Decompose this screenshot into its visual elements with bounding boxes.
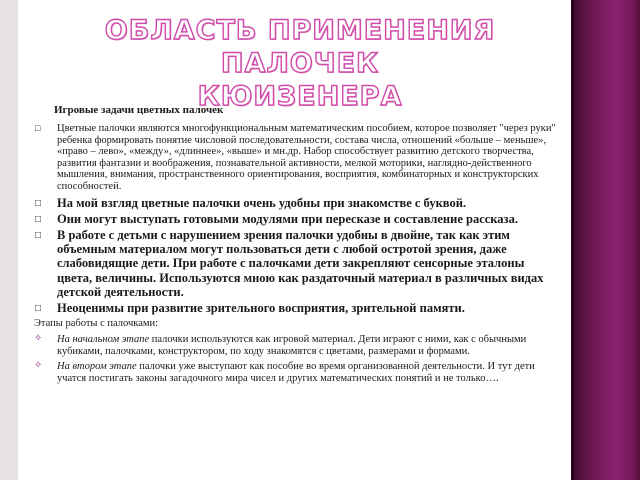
- paragraph-retelling: □ Они могут выступать готовыми модулями при пересказе и составление рассказа.: [35, 211, 518, 226]
- decorative-side-bar: [571, 0, 640, 480]
- arrow-bullet-icon: ✧: [34, 333, 43, 345]
- square-bullet-icon: □: [35, 213, 42, 225]
- left-border: [0, 0, 18, 480]
- stage-item: ✧ На начальном этапе палочки используются как игровой материал. Дети играют с ними, как с обычными кубиками, палочками, конструктором, по ходу знакомятся с цветами, размерами и формами.: [34, 333, 527, 357]
- stage-item: ✧ На втором этапе палочки уже выступают как пособие во время организованной деятельности. И тут дети учатся постигать законы загадочного мира чисел и других математических понятий и не только….: [34, 360, 535, 384]
- paragraph-intro: □ Цветные палочки являются многофункциональным математическим пособием, которое позволяет "через руки" ребенка формировать понятие числовой последовательности, состава числа, отношений «больше – меньше», «право – лево», «между», «длиннее», «выше» и мн.др. Набор способствует развитию детского творчества, развития фантазии и воображения, познавательной активности, мелкой моторики, наглядно-действенного мышления, внимания, пространственного ориентирования, восприятия, комбинаторных и конструкторских способностей.: [35, 123, 556, 192]
- paragraph-perception: □ Неоценимы при развитие зрительного восприятия, зрительной памяти.: [35, 300, 465, 315]
- arrow-bullet-icon: ✧: [34, 360, 43, 372]
- paragraph-letters: □ На мой взгляд цветные палочки очень удобны при знакомстве с буквой.: [35, 195, 467, 210]
- square-bullet-icon: □: [35, 302, 42, 314]
- title-line-1: ОБЛАСТЬ ПРИМЕНЕНИЯ ПАЛОЧЕК: [104, 15, 496, 79]
- slide-title: [30, 14, 570, 113]
- paragraph-vision: □ В работе с детьми с нарушением зрения палочки удобны в двойне, так как этим объемным материалом могут пользоваться дети с любой остротой зрения, даже слабовидящие дети. При работе с палочками дети закрепляют сенсорные эталоны цвета, величины. Используются мною как раздаточный материал в различных видах детской деятельности.: [35, 227, 544, 299]
- title-line-2: КЮИЗЕНЕРА: [197, 81, 403, 112]
- slide-content: [34, 103, 559, 389]
- stages-heading: Этапы работы с палочками:: [34, 318, 159, 330]
- subheading: Игровые задачи цветных палочек: [54, 104, 224, 116]
- square-bullet-icon: □: [35, 123, 41, 133]
- square-bullet-icon: □: [35, 229, 42, 241]
- square-bullet-icon: □: [35, 197, 42, 209]
